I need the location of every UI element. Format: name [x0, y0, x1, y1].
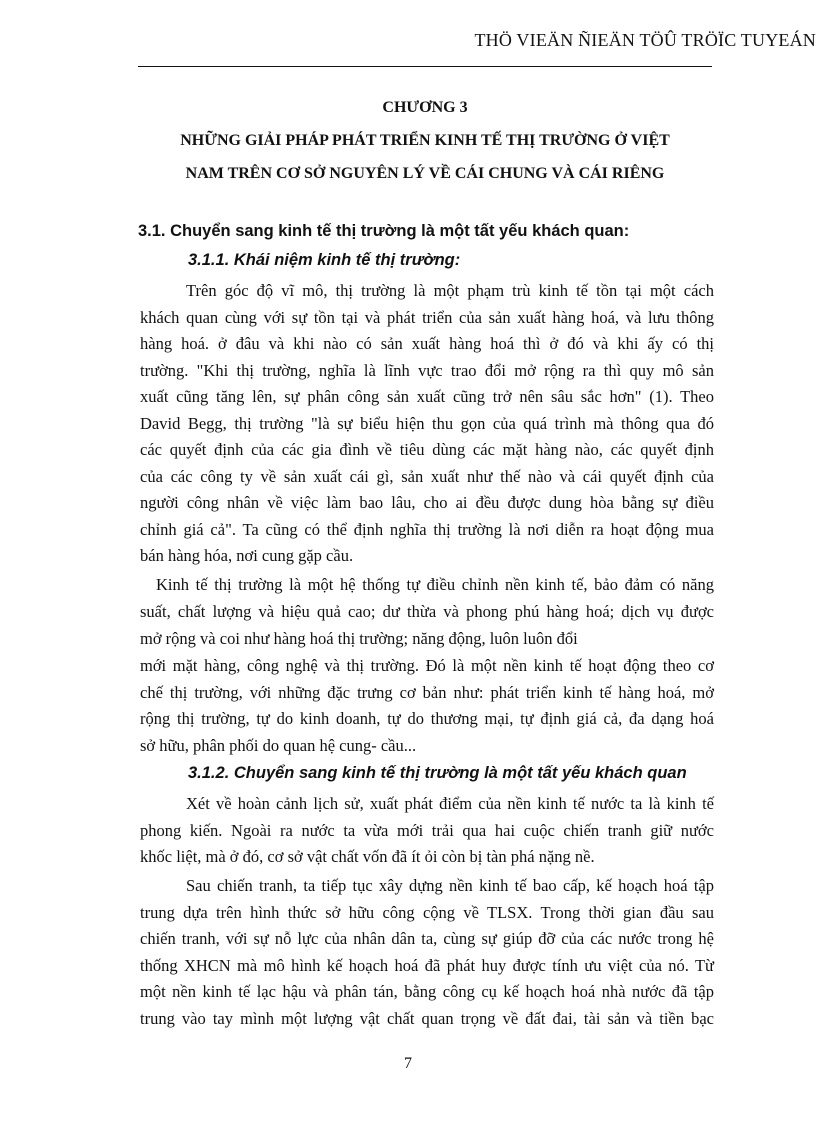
section-heading: 3.1. Chuyển sang kinh tế thị trường là một tất yếu khách quan: [138, 222, 630, 240]
paragraph-line: các quyết định của các gia đình về tiêu dùng các mặt hàng nào, các quyết định [140, 440, 714, 459]
header-title: THÖ VIEÄN ÑIEÄN TÖÛ TRÖÏC TUYEÁN [474, 30, 816, 50]
paragraph-line: chế thị trường, với những đặc trưng cơ bản như: phát triển kinh tế hàng hoá, mở [140, 683, 714, 702]
paragraph-line: trường. "Khi thị trường, nghĩa là lĩnh vực trao đổi mở rộng ra thì quy mô sản [140, 361, 714, 380]
paragraph-line: chỉnh giá cả". Ta cũng có thể định nghĩa thị trường là nơi diễn ra hoạt động mua [140, 520, 714, 539]
subsection-heading-1: 3.1.1. Khái niệm kinh tế thị trường: [188, 251, 461, 269]
paragraph-line: mới mặt hàng, công nghệ và thị trường. Đó là một nền kinh tế hoạt động theo cơ [140, 656, 714, 675]
paragraph-line: một nền kinh tế lạc hậu và phân tán, bằng công cụ kế hoạch hoá nhà nước đã tập [140, 982, 714, 1001]
header-rule [138, 66, 712, 67]
chapter-title-line-2: NAM TRÊN CƠ SỞ NGUYÊN LÝ VỀ CÁI CHUNG VÀ CÁI RIÊNG [185, 165, 665, 182]
paragraph-line: người công nhân về việc làm bao lâu, cho ai đều được dung hòa bằng sự điều [140, 493, 714, 512]
paragraph-line: suất, chất lượng và hiệu quả cao; dư thừa và phong phú hàng hoá; dịch vụ được [140, 602, 714, 621]
paragraph-line: khách quan cùng với sự tồn tại và phát triển của sản xuất hàng hoá, và lưu thông [140, 308, 714, 327]
paragraph-line: xuất cũng tăng lên, sự phân công sản xuất cũng trở nên sâu sắc hơn" (1). Theo [140, 387, 714, 406]
paragraph-line: trung dựa trên hình thức sở hữu công cộng về TLSX. Trong thời gian đầu sau [140, 903, 714, 922]
paragraph-line: David Begg, thị trường "là sự biểu hiện thu gọn của quá trình mà thông qua đó [140, 414, 714, 433]
paragraph-line: phong kiến. Ngoài ra nước ta vừa mới trải qua hai cuộc chiến tranh giữ nước [140, 821, 714, 840]
paragraph-line: chiến tranh, với sự nỗ lực của nhân dân ta, cùng sự giúp đỡ của các nước trong hệ [140, 929, 714, 948]
paragraph-line: trung vào tay mình một lượng vật chất quan trọng về đất đai, tài sản và tiền bạc [140, 1009, 714, 1028]
paragraph-line: khốc liệt, mà ở đó, cơ sở vật chất vốn đã ít ỏi còn bị tàn phá nặng nề. [140, 847, 595, 866]
paragraph-line: của các công ty về sản xuất cái gì, sản xuất như thế nào và cái quyết định của [140, 467, 714, 486]
paragraph-line: Kinh tế thị trường là một hệ thống tự điều chỉnh nền kinh tế, bảo đảm có năng [156, 575, 714, 594]
chapter-number: CHƯƠNG 3 [382, 99, 468, 116]
paragraph-line: Xét về hoàn cảnh lịch sử, xuất phát điểm của nền kinh tế nước ta là kinh tế [186, 794, 714, 813]
paragraph-line: mở rộng và coi như hàng hoá thị trường; năng động, luôn luôn đổi [140, 629, 578, 648]
paragraph-line: thống XHCN mà mô hình kế hoạch hoá đã phát huy được tính ưu việt của nó. Từ [140, 956, 714, 975]
paragraph-line: sở hữu, phân phối do quan hệ cung- cầu... [140, 736, 417, 755]
paragraph-line: hàng hoá. ở đâu và khi nào có sản xuất hàng hoá thì ở đó và khi ấy có thị [140, 334, 714, 353]
paragraph-line: Sau chiến tranh, ta tiếp tục xây dựng nền kinh tế bao cấp, kế hoạch hoá tập [186, 876, 714, 895]
paragraph-line: rộng thị trường, tự do kinh doanh, tự do thương mại, tự định giá cả, đa dạng hoá [140, 709, 714, 728]
paragraph-line: Trên góc độ vĩ mô, thị trường là một phạm trù kinh tế tồn tại một cách [186, 281, 714, 300]
subsection-heading-2: 3.1.2. Chuyển sang kinh tế thị trường là một tất yếu khách quan [188, 764, 687, 782]
chapter-title-line-1: NHỮNG GIẢI PHÁP PHÁT TRIỂN KINH TẾ THỊ TRƯỜNG Ở VIỆT [180, 132, 670, 149]
page-number: 7 [404, 1055, 412, 1072]
paragraph-line: bán hàng hóa, nơi cung gặp cầu. [140, 546, 354, 565]
